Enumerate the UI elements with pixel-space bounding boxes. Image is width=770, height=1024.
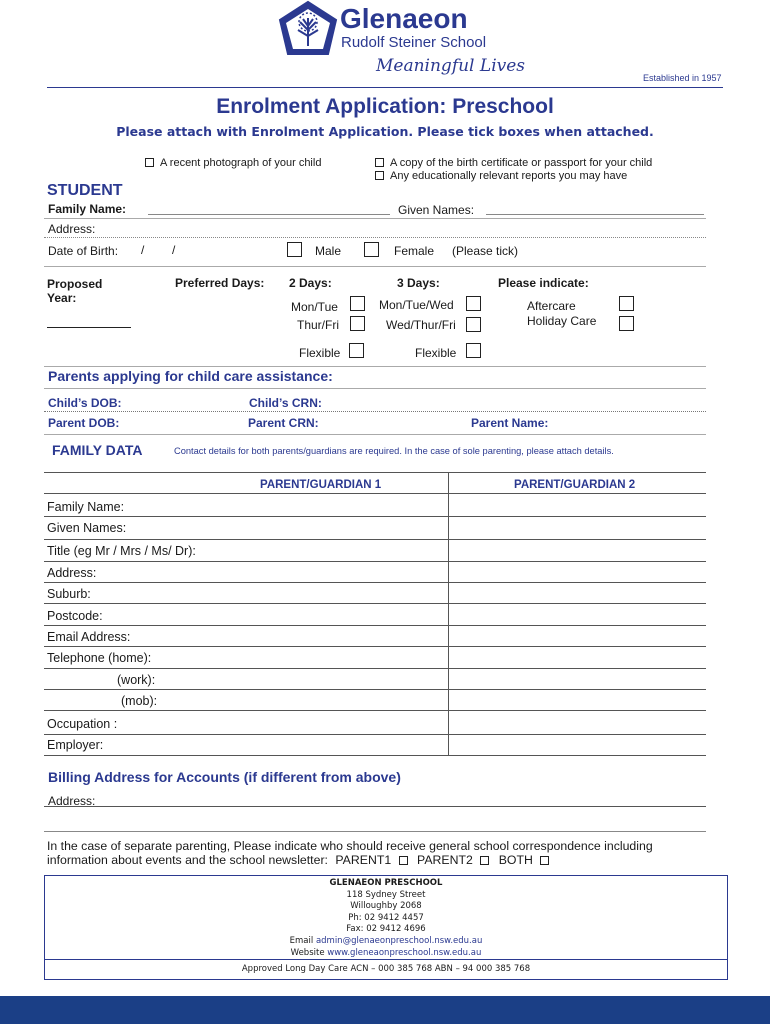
given-names-label: Given Names: [398, 203, 475, 217]
footer-website-link[interactable]: www.gleneaonpreschool.nsw.edu.au [327, 947, 482, 958]
row-given-names: Given Names: [47, 521, 127, 535]
parent1-fields[interactable] [448, 493, 449, 755]
given-names-field[interactable] [486, 214, 704, 215]
proposed-year-label: Proposed Year: [47, 277, 103, 305]
thur-fri-checkbox[interactable] [350, 316, 365, 331]
flexible-3-checkbox[interactable] [466, 343, 481, 358]
dob-separator-1: / [141, 243, 145, 257]
attach-birth-cert-label: A copy of the birth certificate or passport for your child [390, 157, 653, 169]
billing-heading: Billing Address for Accounts (if different from above) [48, 769, 401, 785]
male-label: Male [315, 244, 342, 258]
aftercare-label: Aftercare [527, 299, 576, 313]
footer-fax: Fax: 02 9412 4696 [346, 924, 426, 935]
mon-tue-label: Mon/Tue [291, 300, 338, 314]
male-checkbox[interactable] [287, 242, 302, 257]
family-name-label: Family Name: [48, 202, 127, 216]
parent1-column-header: PARENT/GUARDIAN 1 [260, 479, 382, 491]
footer-email-link[interactable]: admin@glenaeonpreschool.nsw.edu.au [315, 935, 483, 946]
child-crn-label: Child’s CRN: [249, 396, 322, 410]
form-subtitle: Please attach with Enrolment Application. Please tick boxes when attached. [116, 124, 654, 139]
please-indicate-label: Please indicate: [498, 276, 589, 290]
row-employer: Employer: [47, 738, 104, 752]
student-heading: STUDENT [47, 182, 123, 199]
correspondence-line1: In the case of separate parenting, Please indicate who should receive general school correspondence including [47, 839, 653, 853]
tree-emblem-icon [276, 0, 340, 58]
mon-tue-wed-checkbox[interactable] [466, 296, 481, 311]
row-telephone-home: Telephone (home): [47, 651, 152, 665]
footer-acn: Approved Long Day Care ACN – 000 385 768 ABN – 94 000 385 768 [241, 964, 531, 974]
parent2-option-checkbox[interactable] [480, 856, 489, 865]
billing-address-field[interactable] [44, 806, 706, 807]
row-telephone-work: (work): [117, 673, 156, 687]
billing-address-field-2[interactable] [44, 831, 706, 832]
holiday-care-checkbox[interactable] [619, 316, 634, 331]
billing-address-label: Address: [48, 794, 96, 808]
child-details-field[interactable] [44, 411, 706, 412]
correspondence-line2 [47, 853, 555, 867]
mon-tue-wed-label: Mon/Tue/Wed [379, 298, 454, 312]
flexible-2-checkbox[interactable] [349, 343, 364, 358]
dob-separator-2: / [172, 243, 176, 257]
bottom-brand-bar [0, 996, 770, 1024]
row-email: Email Address: [47, 630, 131, 644]
row-address: Address: [47, 566, 97, 580]
two-days-label: 2 Days: [289, 276, 332, 290]
parent1-option-label: PARENT1 [335, 853, 392, 867]
childcare-divider-1 [44, 388, 706, 389]
school-name: Glenaeon [340, 3, 468, 34]
footer-phone: Ph: 02 9412 4457 [348, 912, 424, 923]
attach-photo [145, 157, 321, 169]
school-subtitle: Rudolf Steiner School [341, 34, 487, 51]
established-text: Established in 1957 [643, 73, 722, 83]
holiday-care-label: Holiday Care [527, 314, 597, 328]
preferred-days-label: Preferred Days: [175, 276, 265, 290]
attach-reports-label: Any educationally relevant reports you may have [390, 170, 628, 182]
attach-photo-label: A recent photograph of your child [160, 157, 322, 169]
both-option-label: BOTH [498, 853, 533, 867]
please-tick-note: (Please tick) [452, 244, 519, 258]
student-divider-1 [44, 218, 706, 219]
aftercare-checkbox[interactable] [619, 296, 634, 311]
parent2-column-header: PARENT/GUARDIAN 2 [514, 479, 636, 491]
address-field[interactable] [44, 237, 706, 238]
footer-website-label: Website [290, 947, 325, 958]
footer-contact-box [44, 875, 728, 980]
header-divider [47, 87, 723, 88]
wed-thur-fri-label: Wed/Thur/Fri [386, 318, 456, 332]
footer-website-row [45, 948, 727, 960]
footer-school-name: GLENAEON PRESCHOOL [329, 878, 443, 888]
correspondence-line2-text: information about events and the school newsletter: [47, 853, 328, 867]
parent-dob-label: Parent DOB: [48, 416, 120, 430]
row-telephone-mob: (mob): [121, 694, 158, 708]
address-label: Address: [48, 222, 96, 236]
three-days-label: 3 Days: [397, 276, 440, 290]
row-title: Title (eg Mr / Mrs / Ms/ Dr): [47, 544, 196, 558]
child-dob-label: Child’s DOB: [48, 396, 122, 410]
flexible-2-label: Flexible [299, 346, 341, 360]
student-divider-2 [44, 266, 706, 267]
both-option-checkbox[interactable] [540, 856, 549, 865]
parent-crn-label: Parent CRN: [248, 416, 319, 430]
attach-reports [375, 170, 627, 182]
attach-birth-cert-checkbox[interactable] [375, 158, 384, 167]
family-data-note: Contact details for both parents/guardians are required. In the case of sole parenting, please attach details. [174, 446, 614, 456]
flexible-3-label: Flexible [415, 346, 457, 360]
footer-email-row [45, 936, 727, 948]
attach-birth-cert [375, 157, 652, 169]
family-name-field[interactable] [148, 214, 390, 215]
wed-thur-fri-checkbox[interactable] [466, 317, 481, 332]
row-suburb: Suburb: [47, 587, 91, 601]
footer-suburb: Willoughby 2068 [350, 901, 422, 912]
row-occupation: Occupation : [47, 717, 118, 731]
childcare-divider-2 [44, 434, 706, 435]
attach-reports-checkbox[interactable] [375, 171, 384, 180]
parent-name-label: Parent Name: [471, 416, 549, 430]
attach-photo-checkbox[interactable] [145, 158, 154, 167]
parent1-option-checkbox[interactable] [399, 856, 408, 865]
row-family-name: Family Name: [47, 500, 125, 514]
tagline: Meaningful Lives [376, 56, 526, 76]
footer-street: 118 Sydney Street [346, 889, 426, 900]
proposed-year-field[interactable] [47, 327, 131, 328]
female-label: Female [394, 244, 435, 258]
thur-fri-label: Thur/Fri [297, 318, 339, 332]
form-title: Enrolment Application: Preschool [216, 95, 554, 118]
childcare-heading: Parents applying for child care assistance: [48, 368, 333, 384]
parent2-option-label: PARENT2 [417, 853, 473, 867]
row-postcode: Postcode: [47, 609, 103, 623]
footer-email-label: Email [289, 935, 314, 946]
dob-label: Date of Birth: [48, 244, 119, 258]
mon-tue-checkbox[interactable] [350, 296, 365, 311]
family-data-heading: FAMILY DATA [52, 442, 143, 458]
student-divider-3 [44, 366, 706, 367]
female-checkbox[interactable] [364, 242, 379, 257]
